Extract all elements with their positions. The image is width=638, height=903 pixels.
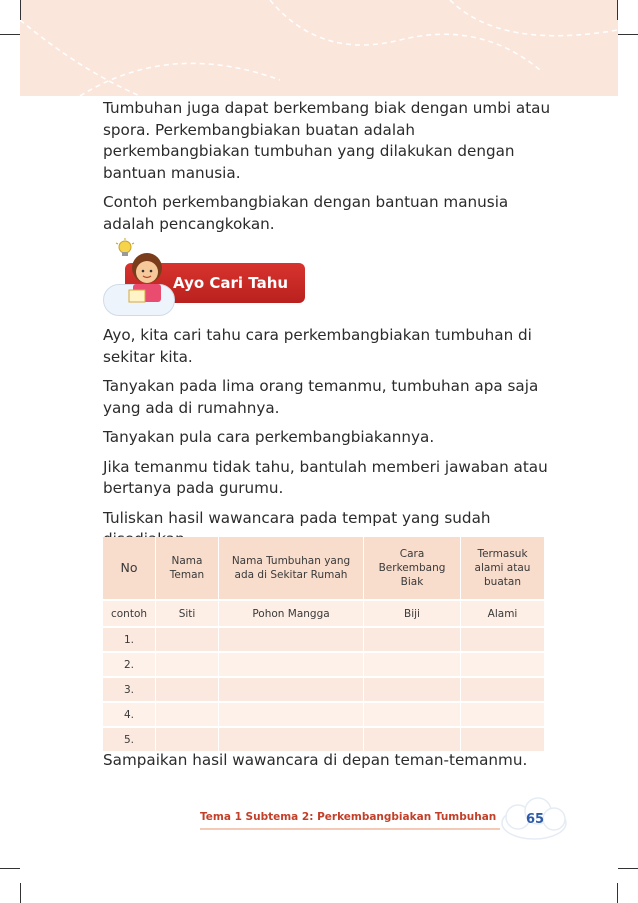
paragraph-instruction: Tuliskan hasil wawancara pada tempat yang sudah bbox=[103, 508, 491, 527]
top-decorative-band bbox=[20, 0, 618, 96]
table-cell-empty[interactable] bbox=[156, 702, 219, 727]
crop-mark bbox=[20, 883, 21, 903]
paragraph-instruction: Jika temanmu tidak tahu, bantulah memberi jawaban atau bertanya pada gurumu. bbox=[103, 457, 548, 497]
crop-mark bbox=[0, 34, 20, 35]
table-cell: contoh bbox=[103, 600, 156, 627]
table-cell-empty[interactable] bbox=[219, 627, 364, 652]
table-cell: Alami bbox=[461, 600, 545, 627]
crop-mark bbox=[617, 0, 618, 20]
table-cell-empty[interactable] bbox=[364, 727, 461, 751]
header-cara-berkembang-biak: Cara Berkembang Biak bbox=[364, 537, 461, 600]
table-row bbox=[103, 677, 545, 702]
table-row bbox=[103, 652, 545, 677]
closing-text-block bbox=[103, 750, 563, 780]
band-swirl-decoration bbox=[20, 0, 618, 96]
table-cell: Biji bbox=[364, 600, 461, 627]
table-cell-empty[interactable] bbox=[156, 677, 219, 702]
row-number: 2. bbox=[103, 652, 156, 677]
ayo-cari-tahu-section-header bbox=[103, 238, 305, 316]
table-cell-empty[interactable] bbox=[219, 727, 364, 751]
paragraph-closing: Sampaikan hasil wawancara di depan teman-temanmu. bbox=[103, 751, 528, 769]
header-no: No bbox=[103, 537, 156, 600]
paragraph-example: Contoh perkembangbiakan dengan bantuan manusia adalah pencangkokan. bbox=[103, 193, 509, 233]
table-cell-empty[interactable] bbox=[364, 702, 461, 727]
table-cell-empty[interactable] bbox=[364, 627, 461, 652]
table-cell-empty[interactable] bbox=[219, 652, 364, 677]
crop-mark bbox=[20, 0, 21, 20]
header-nama-tumbuhan: Nama Tumbuhan yang ada di Sekitar Rumah bbox=[219, 537, 364, 600]
table-row bbox=[103, 627, 545, 652]
crop-mark bbox=[617, 883, 618, 903]
lightbulb-icon bbox=[116, 238, 134, 256]
table-cell-empty[interactable] bbox=[156, 652, 219, 677]
footer-divider bbox=[200, 828, 500, 830]
table-row bbox=[103, 702, 545, 727]
paragraph-instruction: Tanyakan pula cara perkembangbiakannya. bbox=[103, 428, 435, 446]
row-number: 1. bbox=[103, 627, 156, 652]
table-cell-empty[interactable] bbox=[156, 627, 219, 652]
paragraph-reproduction: Tumbuhan juga dapat berkembang biak dengan umbi atau spora. Perkembangbiakan buatan adalah perkembangbiakan tumbuhan yang dilakukan dengan bantuan manusia. bbox=[103, 99, 551, 182]
table-cell-empty[interactable] bbox=[219, 702, 364, 727]
girl-reading-illustration bbox=[111, 238, 181, 316]
table-cell: Siti bbox=[156, 600, 219, 627]
paragraph-instruction: Tanyakan pada lima orang temanmu, tumbuhan apa saja yang ada di rumahnya. bbox=[103, 377, 539, 417]
table-cell-empty[interactable] bbox=[461, 702, 545, 727]
table-cell-empty[interactable] bbox=[364, 652, 461, 677]
table-cell-empty[interactable] bbox=[364, 677, 461, 702]
table-cell-empty[interactable] bbox=[219, 677, 364, 702]
row-number: 4. bbox=[103, 702, 156, 727]
table-header-row bbox=[103, 537, 545, 600]
page-number: 65 bbox=[525, 812, 545, 827]
table-cell-empty[interactable] bbox=[156, 727, 219, 751]
instructions-text-block bbox=[103, 325, 563, 559]
header-termasuk-alami: Termasuk alami atau buatan bbox=[461, 537, 545, 600]
crop-mark bbox=[618, 34, 638, 35]
row-number: 5. bbox=[103, 727, 156, 751]
table-cell: Pohon Mangga bbox=[219, 600, 364, 627]
paragraph-instruction: Ayo, kita cari tahu cara perkembangbiakan tumbuhan di sekitar kita. bbox=[103, 326, 532, 366]
row-number: 3. bbox=[103, 677, 156, 702]
header-nama-teman: Nama Teman bbox=[156, 537, 219, 600]
table-row bbox=[103, 727, 545, 751]
intro-text-block bbox=[103, 98, 563, 243]
interview-table bbox=[103, 537, 545, 751]
table-cell-empty[interactable] bbox=[461, 727, 545, 751]
table-cell-empty[interactable] bbox=[461, 652, 545, 677]
table-cell-empty[interactable] bbox=[461, 677, 545, 702]
footer-theme-label: Tema 1 Subtema 2: Perkembangbiakan Tumbuhan bbox=[200, 811, 497, 823]
section-banner-label: Ayo Cari Tahu bbox=[173, 274, 289, 292]
table-cell-empty[interactable] bbox=[461, 627, 545, 652]
crop-mark bbox=[618, 868, 638, 869]
table-row-example bbox=[103, 600, 545, 627]
crop-mark bbox=[0, 868, 20, 869]
